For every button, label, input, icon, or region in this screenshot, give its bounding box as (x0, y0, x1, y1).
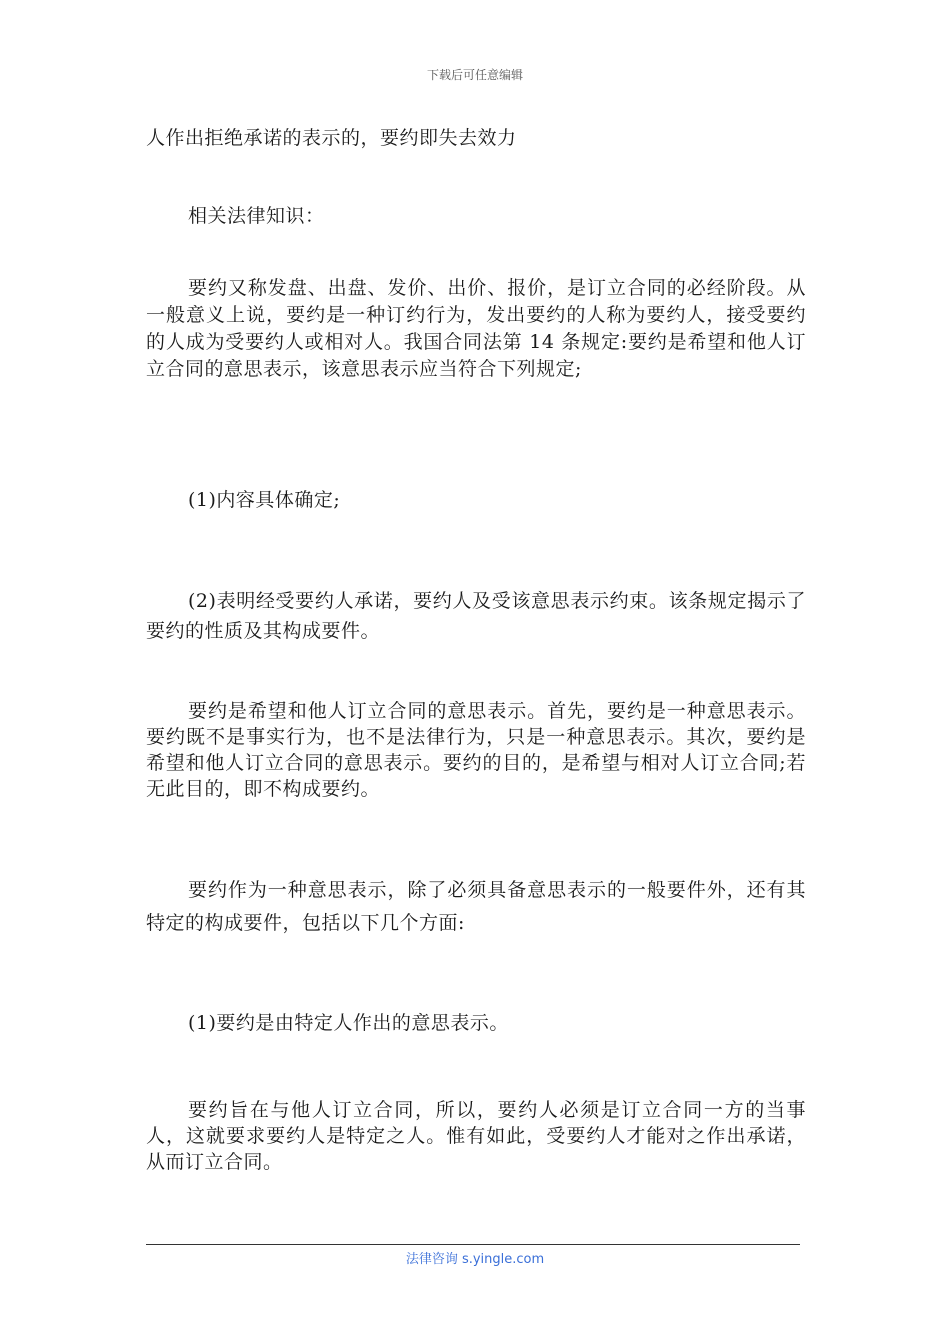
paragraph-3: 要约又称发盘、出盘、发价、出价、报价，是订立合同的必经阶段。从一般意义上说，要约是一种订约行为，发出要约的人称为要约人，接受要约的人成为受要约人或相对人。我国合同法第 14 条规定:要约是希望和他人订立合同的意思表示，该意思表示应当符合下列规定; (146, 277, 806, 380)
paragraph-8: (1)要约是由特定人作出的意思表示。 (188, 1012, 509, 1034)
paragraph-5: (2)表明经受要约人承诺，要约人及受该意思表示约束。该条规定揭示了要约的性质及其构成要件。 (146, 590, 806, 642)
paragraph-4: (1)内容具体确定; (188, 489, 341, 511)
paragraph-9: 要约旨在与他人订立合同，所以，要约人必须是订立合同一方的当事人，这就要求要约人是特定之人。惟有如此，受要约人才能对之作出承诺，从而订立合同。 (146, 1099, 806, 1173)
paragraph-6: 要约是希望和他人订立合同的意思表示。首先，要约是一种意思表示。要约既不是事实行为，也不是法律行为，只是一种意思表示。其次，要约是希望和他人订立合同的意思表示。要约的目的，是希望与相对人订立合同;若无此目的，即不构成要约。 (146, 700, 806, 800)
footer-link[interactable]: 法律咨询 s.yingle.com (405, 1252, 545, 1267)
page-header-note: 下载后可任意编辑 (426, 68, 523, 82)
paragraph-7: 要约作为一种意思表示，除了必须具备意思表示的一般要件外，还有其特定的构成要件，包括以下几个方面: (146, 879, 806, 934)
paragraph-1: 人作出拒绝承诺的表示的，要约即失去效力 (146, 127, 517, 149)
footer-divider (146, 1244, 800, 1245)
paragraph-2: 相关法律知识： (188, 205, 325, 227)
